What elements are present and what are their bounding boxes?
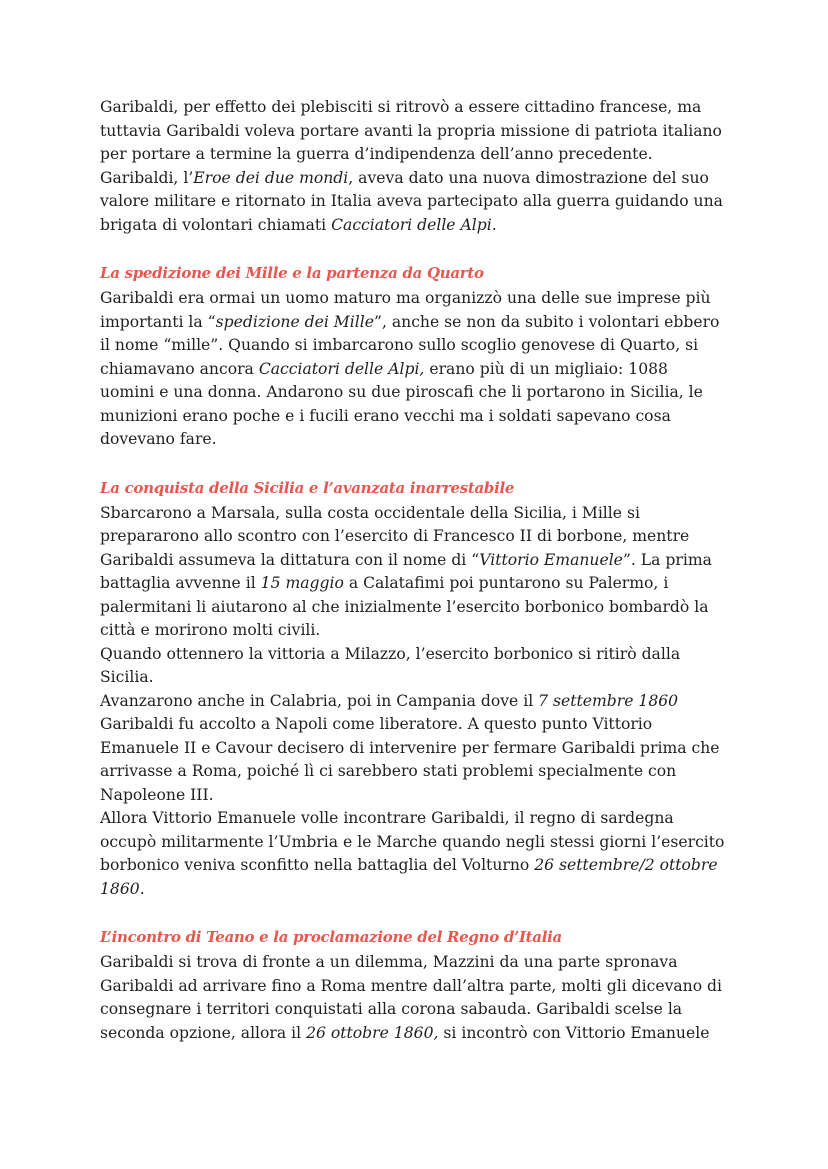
text-run: Garibaldi fu accolto a Napoli come liberatore. A questo punto Vittorio <box>100 715 653 733</box>
text-line <box>100 381 740 405</box>
text-line <box>100 643 740 667</box>
text-line <box>100 831 740 855</box>
text-line <box>100 998 740 1022</box>
text-run: Sbarcarono a Marsala, sulla costa occidentale della Sicilia, i Mille si <box>100 503 640 522</box>
text-line <box>100 311 740 335</box>
text-line <box>100 951 740 975</box>
document-body <box>100 96 740 1045</box>
text-line <box>100 1022 740 1046</box>
italic-text: Eroe dei due mondi <box>193 168 349 187</box>
text-run: Sicilia. <box>100 668 154 686</box>
italic-text: Cacciatori delle Alpi <box>331 215 492 234</box>
text-line <box>100 214 740 238</box>
text-line <box>100 760 740 784</box>
text-line <box>100 167 740 191</box>
italic-text: spedizione dei Mille <box>215 312 374 331</box>
text-run: prepararono allo scontro con l’esercito di Francesco II di borbone, mentre <box>100 527 690 545</box>
text-line <box>100 596 740 620</box>
text-run: Garibaldi assumeva la dittatura con il nome di “ <box>100 550 480 569</box>
text-run: tuttavia Garibaldi voleva portare avanti la propria missione di patriota italiano <box>100 121 722 140</box>
text-run: Allora Vittorio Emanuele volle incontrare Garibaldi, il regno di sardegna <box>100 809 674 827</box>
text-run: ”. La prima <box>622 550 712 569</box>
text-line <box>100 143 740 167</box>
text-run: seconda opzione, allora il <box>100 1023 307 1042</box>
text-run: Garibaldi, per effetto dei plebisciti si ritrovò a essere cittadino francese, ma <box>100 98 702 116</box>
text-line <box>100 96 740 120</box>
text-run: Emanuele II e Cavour decisero di intervenire per fermare Garibaldi prima che <box>100 738 720 757</box>
italic-text: 7 settembre 1860 <box>538 691 679 710</box>
text-run: consegnare i territori conquistati alla corona sabauda. Garibaldi scelse la <box>100 1000 683 1018</box>
text-run: il nome “mille”. Quando si imbarcarono sullo scoglio genovese di Quarto, si <box>100 336 699 354</box>
text-line <box>100 666 740 690</box>
text-run: si incontrò con Vittorio Emanuele <box>438 1023 710 1042</box>
text-run: per portare a termine la guerra d’indipendenza dell’anno precedente. <box>100 145 653 163</box>
section-paragraph <box>100 287 740 452</box>
text-line <box>100 878 740 902</box>
text-run: Quando ottennero la vittoria a Milazzo, l’esercito borbonico si ritirò dalla <box>100 644 681 663</box>
text-line <box>100 784 740 808</box>
intro-paragraph <box>100 96 740 237</box>
text-run: importanti la “ <box>100 312 216 331</box>
text-run: Garibaldi ad arrivare fino a Roma mentre dall’altra parte, molti gli dicevano di <box>100 976 723 995</box>
text-line <box>100 190 740 214</box>
text-run: Garibaldi si trova di fronte a un dilemma, Mazzini da una parte spronava <box>100 953 678 971</box>
text-line <box>100 713 740 737</box>
text-line <box>100 334 740 358</box>
text-run: Garibaldi, l’ <box>100 168 194 187</box>
text-run: Avanzarono anche in Calabria, poi in Campania dove il <box>100 691 539 710</box>
text-run: città e morirono molti civili. <box>100 621 321 639</box>
text-line <box>100 287 740 311</box>
text-run: Napoleone III. <box>100 785 214 804</box>
section-paragraph <box>100 502 740 902</box>
italic-text: 15 maggio <box>260 574 344 592</box>
section-heading: L’incontro di Teano e la proclamazione del Regno d’Italia <box>100 928 562 946</box>
text-run: brigata di volontari chiamati <box>100 215 332 234</box>
text-line <box>100 428 740 452</box>
text-line <box>100 525 740 549</box>
text-line <box>100 975 740 999</box>
text-run: munizioni erano poche e i fucili erano vecchi ma i soldati sapevano cosa <box>100 406 671 425</box>
text-run: arrivasse a Roma, poiché lì ci sarebbero stati problemi specialmente con <box>100 762 677 780</box>
text-line <box>100 807 740 831</box>
text-run: erano più di un migliaio: 1088 <box>424 359 668 378</box>
text-run: Garibaldi era ormai un uomo maturo ma organizzò una delle sue imprese più <box>100 289 711 307</box>
italic-text: Vittorio Emanuele <box>479 550 623 569</box>
text-line <box>100 619 740 643</box>
italic-text: Cacciatori delle Alpi, <box>258 359 425 378</box>
text-line <box>100 572 740 596</box>
section-paragraph <box>100 951 740 1045</box>
italic-text: 26 settembre/2 ottobre <box>534 856 718 874</box>
italic-text: 1860 <box>100 879 140 898</box>
text-run: occupò militarmente l’Umbria e le Marche quando negli stessi giorni l’esercito <box>100 832 725 851</box>
text-line <box>100 358 740 382</box>
text-run: borbonico veniva sconfitto nella battaglia del Volturno <box>100 856 535 874</box>
text-run: a Calatafimi poi puntarono su Palermo, i <box>343 574 669 592</box>
section-heading: La spedizione dei Mille e la partenza da Quarto <box>100 264 484 282</box>
text-run: uomini e una donna. Andarono su due piroscafi che li portarono in Sicilia, le <box>100 383 703 401</box>
text-line <box>100 854 740 878</box>
text-run: . <box>491 215 497 234</box>
text-run: battaglia avvenne il <box>100 574 261 592</box>
text-run: valore militare e ritornato in Italia aveva partecipato alla guerra guidando una <box>100 192 723 210</box>
italic-text: 26 ottobre 1860, <box>306 1023 439 1042</box>
text-line <box>100 502 740 526</box>
text-line <box>100 405 740 429</box>
text-line <box>100 120 740 144</box>
text-run: . <box>139 879 145 898</box>
text-run: palermitani li aiutarono al che inizialmente l’esercito borbonico bombardò la <box>100 597 709 616</box>
text-run: , aveva dato una nuova dimostrazione del suo <box>348 168 709 187</box>
text-line <box>100 549 740 573</box>
text-line <box>100 737 740 761</box>
text-line <box>100 690 740 714</box>
text-run: ”, anche se non da subito i volontari ebbero <box>373 312 720 331</box>
section-heading: La conquista della Sicilia e l’avanzata inarrestabile <box>100 478 515 497</box>
text-run: chiamavano ancora <box>100 359 259 378</box>
text-run: dovevano fare. <box>100 430 217 448</box>
